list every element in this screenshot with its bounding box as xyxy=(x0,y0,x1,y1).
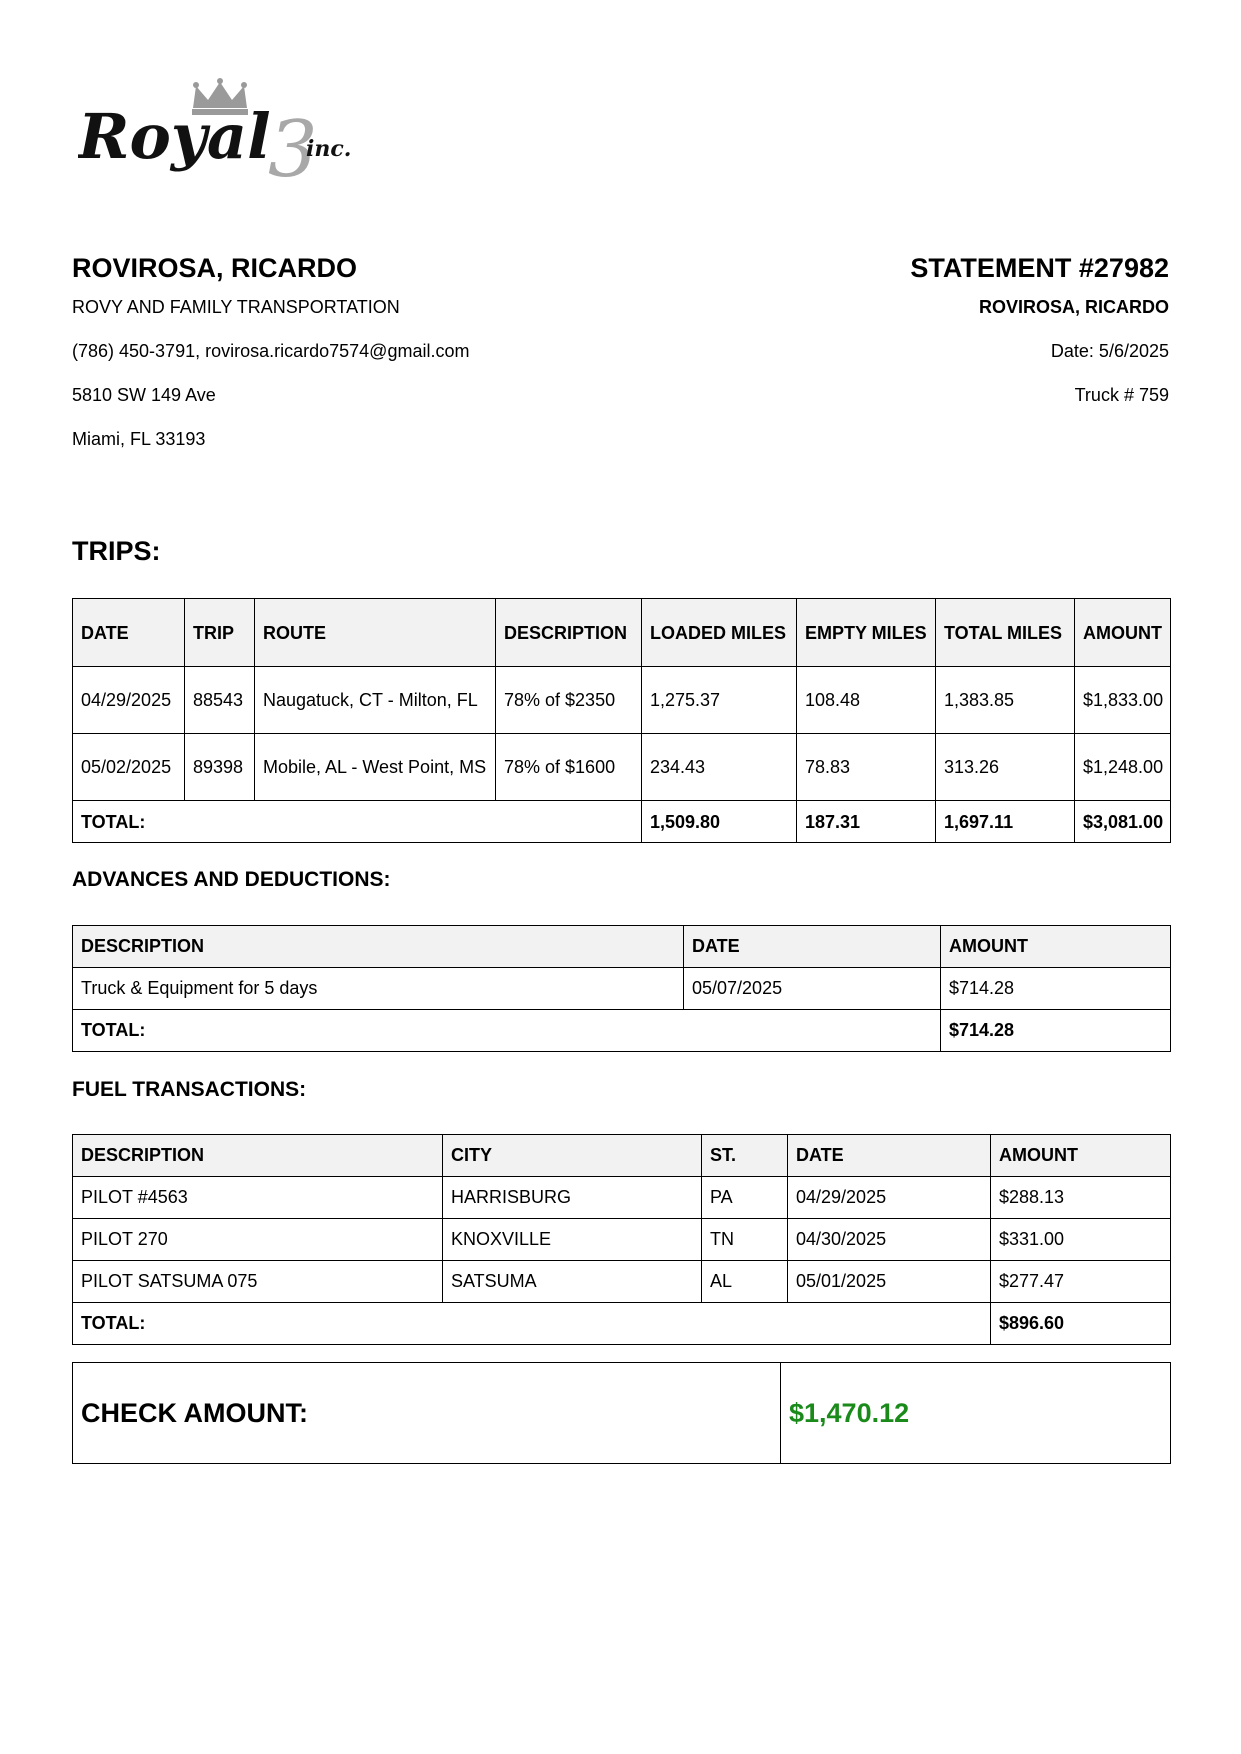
column-header: TRIP xyxy=(185,599,255,667)
column-header: LOADED MILES xyxy=(642,599,797,667)
logo-brand: Royal xyxy=(78,100,271,173)
table-cell: 108.48 xyxy=(797,667,936,734)
statement-truck: Truck # 759 xyxy=(1074,385,1169,405)
statement-info xyxy=(569,252,1169,428)
table-row xyxy=(73,1177,1171,1219)
advances-table xyxy=(72,925,1171,1052)
statement-title: STATEMENT #27982 xyxy=(910,253,1169,283)
column-header: ROUTE xyxy=(255,599,496,667)
table-cell: Naugatuck, CT - Milton, FL xyxy=(255,667,496,734)
logo-numeral: 3 xyxy=(268,105,318,188)
table-cell: Truck & Equipment for 5 days xyxy=(73,968,684,1010)
table-cell: 05/01/2025 xyxy=(788,1261,991,1303)
total-empty-miles: 187.31 xyxy=(797,801,936,843)
table-cell: 05/02/2025 xyxy=(73,734,185,801)
table-cell: 234.43 xyxy=(642,734,797,801)
table-cell: TN xyxy=(702,1219,788,1261)
logo-suffix: inc. xyxy=(306,136,352,162)
column-header: DATE xyxy=(788,1135,991,1177)
table-cell: 89398 xyxy=(185,734,255,801)
table-cell: 05/07/2025 xyxy=(684,968,941,1010)
table-cell: 78.83 xyxy=(797,734,936,801)
driver-address-line2: Miami, FL 33193 xyxy=(72,429,206,449)
table-cell: Mobile, AL - West Point, MS xyxy=(255,734,496,801)
column-header: AMOUNT xyxy=(1075,599,1171,667)
table-total-row xyxy=(73,1010,1171,1052)
column-header: CITY xyxy=(443,1135,702,1177)
column-header: AMOUNT xyxy=(991,1135,1171,1177)
logo-graphic xyxy=(78,78,378,188)
table-header-row xyxy=(73,926,1171,968)
trips-table xyxy=(72,598,1171,843)
column-header: EMPTY MILES xyxy=(797,599,936,667)
column-header: DATE xyxy=(684,926,941,968)
fuel-title: FUEL TRANSACTIONS: xyxy=(72,1078,307,1101)
total-label: TOTAL: xyxy=(73,801,642,843)
table-row xyxy=(73,1219,1171,1261)
table-cell: $331.00 xyxy=(991,1219,1171,1261)
fuel-table xyxy=(72,1134,1171,1345)
table-cell: $288.13 xyxy=(991,1177,1171,1219)
total-label: TOTAL: xyxy=(73,1303,991,1345)
total-loaded-miles: 1,509.80 xyxy=(642,801,797,843)
check-amount-value: $1,470.12 xyxy=(781,1363,1171,1464)
table-cell: HARRISBURG xyxy=(443,1177,702,1219)
table-cell: 1,383.85 xyxy=(936,667,1075,734)
total-amount: $714.28 xyxy=(941,1010,1171,1052)
table-row xyxy=(73,734,1171,801)
table-cell: 1,275.37 xyxy=(642,667,797,734)
driver-address-line1: 5810 SW 149 Ave xyxy=(72,385,216,405)
column-header: DATE xyxy=(73,599,185,667)
column-header: DESCRIPTION xyxy=(73,926,684,968)
table-cell: 04/30/2025 xyxy=(788,1219,991,1261)
table-cell: KNOXVILLE xyxy=(443,1219,702,1261)
total-miles: 1,697.11 xyxy=(936,801,1075,843)
table-cell: $1,833.00 xyxy=(1075,667,1171,734)
table-cell: 78% of $2350 xyxy=(496,667,642,734)
driver-contact: (786) 450-3791, rovirosa.ricardo7574@gmail.com xyxy=(72,341,470,361)
trips-title: TRIPS: xyxy=(72,536,161,566)
column-header: DESCRIPTION xyxy=(496,599,642,667)
table-row xyxy=(73,1261,1171,1303)
table-cell: 04/29/2025 xyxy=(788,1177,991,1219)
table-cell: $1,248.00 xyxy=(1075,734,1171,801)
table-cell: 78% of $1600 xyxy=(496,734,642,801)
column-header: AMOUNT xyxy=(941,926,1171,968)
column-header: DESCRIPTION xyxy=(73,1135,443,1177)
statement-driver-name: ROVIROSA, RICARDO xyxy=(978,297,1169,317)
table-row xyxy=(73,667,1171,734)
column-header: TOTAL MILES xyxy=(936,599,1075,667)
total-amount: $3,081.00 xyxy=(1075,801,1171,843)
check-amount-table xyxy=(72,1362,1171,1464)
table-cell: PILOT SATSUMA 075 xyxy=(73,1261,443,1303)
check-amount-label: CHECK AMOUNT: xyxy=(73,1363,781,1464)
table-cell: $714.28 xyxy=(941,968,1171,1010)
table-total-row xyxy=(73,1303,1171,1345)
driver-name: ROVIROSA, RICARDO xyxy=(72,253,358,283)
table-cell: 313.26 xyxy=(936,734,1075,801)
total-label: TOTAL: xyxy=(73,1010,941,1052)
table-cell: PA xyxy=(702,1177,788,1219)
table-total-row xyxy=(73,801,1171,843)
table-cell: 88543 xyxy=(185,667,255,734)
advances-title: ADVANCES AND DEDUCTIONS: xyxy=(72,868,391,891)
table-cell: 04/29/2025 xyxy=(73,667,185,734)
total-amount: $896.60 xyxy=(991,1303,1171,1345)
statement-date: Date: 5/6/2025 xyxy=(1050,341,1169,361)
table-cell: $277.47 xyxy=(991,1261,1171,1303)
table-cell: PILOT #4563 xyxy=(73,1177,443,1219)
table-cell: AL xyxy=(702,1261,788,1303)
company-logo xyxy=(78,78,378,188)
table-cell: PILOT 270 xyxy=(73,1219,443,1261)
driver-company: ROVY AND FAMILY TRANSPORTATION xyxy=(72,297,400,317)
table-header-row xyxy=(73,599,1171,667)
table-row xyxy=(73,968,1171,1010)
check-amount-row xyxy=(73,1363,1171,1464)
table-header-row xyxy=(73,1135,1171,1177)
column-header: ST. xyxy=(702,1135,788,1177)
table-cell: SATSUMA xyxy=(443,1261,702,1303)
